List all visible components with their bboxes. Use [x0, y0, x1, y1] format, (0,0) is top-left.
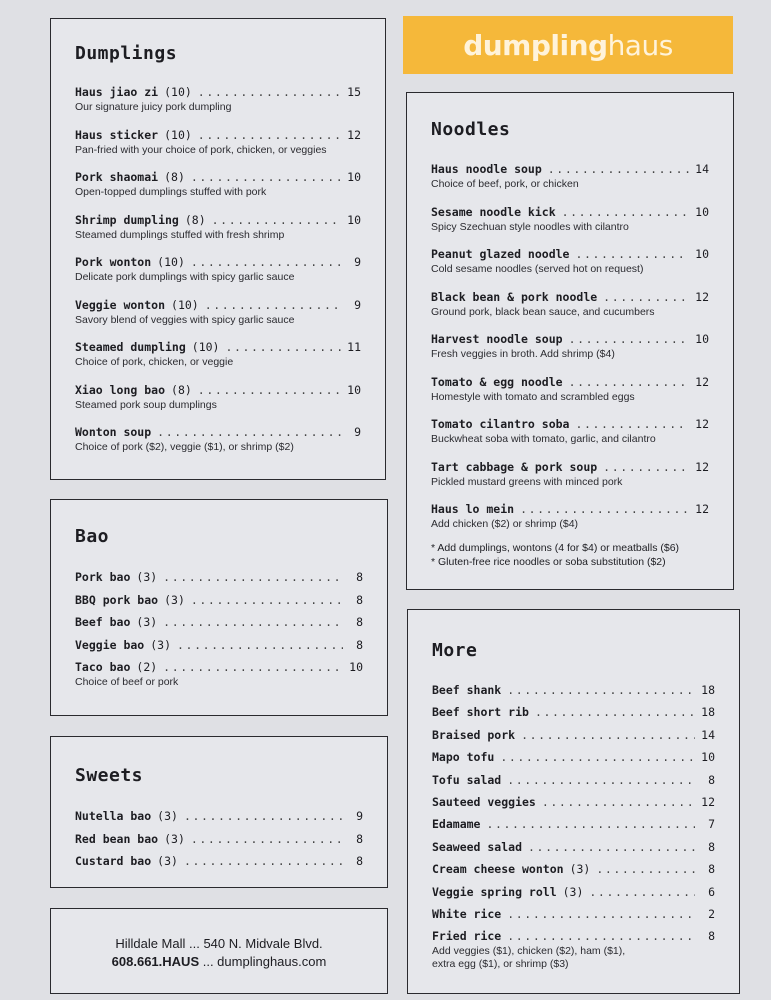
menu-item-white-rice — [432, 907, 715, 921]
item-price: 12 — [695, 289, 709, 304]
item-name: Braised pork — [432, 727, 516, 742]
item-name: Veggie spring roll — [432, 884, 557, 899]
item-quantity: (2) — [136, 660, 158, 674]
item-name: Black bean & pork noodle — [431, 289, 598, 304]
item-price: 9 — [354, 425, 361, 439]
menu-item-haus-noodle-soup — [431, 162, 709, 191]
item-price: 10 — [695, 247, 709, 261]
dot-leader — [507, 773, 695, 787]
item-description: Delicate pork dumplings with spicy garlic sauce — [75, 271, 295, 283]
item-quantity: (8) — [184, 212, 206, 227]
menu-item-black-bean-and-pork-noodle — [431, 290, 709, 319]
menu-item-seaweed-salad — [432, 840, 715, 854]
dot-leader — [191, 832, 343, 846]
item-quantity: (3) — [136, 615, 158, 629]
dot-leader — [225, 340, 341, 354]
dot-leader — [520, 502, 689, 516]
dot-leader — [521, 728, 695, 742]
dot-leader — [163, 615, 343, 629]
menu-item-wonton-soup — [75, 425, 361, 454]
menu-item-steamed-dumpling — [75, 340, 361, 369]
item-name: Haus noodle soup — [431, 162, 542, 176]
menu-item-veggie-bao — [75, 638, 363, 652]
item-name: Sauteed veggies — [432, 795, 536, 809]
item-quantity: (3) — [157, 854, 178, 868]
menu-item-pork-wonton — [75, 255, 361, 284]
item-price: 18 — [701, 683, 715, 697]
dumplings-section — [50, 18, 386, 480]
item-name: Pork bao — [75, 570, 131, 584]
item-description: Add chicken ($2) or shrimp ($4) — [431, 518, 579, 530]
item-description: Choice of pork ($2), veggie ($1), or shrimp ($2) — [75, 441, 294, 453]
dot-leader — [205, 298, 341, 312]
menu-item-fried-rice — [432, 929, 715, 971]
note-addons: * Add dumplings, wontons (4 for $4) or meatballs ($6) — [431, 542, 680, 554]
dot-leader — [157, 425, 341, 439]
item-price: 2 — [708, 907, 715, 921]
menu-item-sesame-noodle-kick — [431, 205, 709, 234]
item-description: Our signature juicy pork dumpling — [75, 101, 232, 113]
item-name: Tomato & egg noodle — [431, 374, 563, 389]
item-price: 11 — [347, 340, 361, 354]
phone-web-line — [51, 953, 387, 971]
item-price: 8 — [356, 637, 363, 652]
dumplings-title: Dumplings — [75, 43, 178, 64]
menu-item-sauteed-veggies — [432, 795, 715, 809]
menu-item-haus-sticker — [75, 128, 361, 157]
item-price: 10 — [347, 170, 361, 184]
item-name: Pork shaomai — [75, 170, 159, 184]
item-name: Custard bao — [75, 854, 152, 868]
menu-item-beef-shank — [432, 683, 715, 697]
item-name: White rice — [432, 907, 502, 921]
bao-section — [50, 499, 388, 716]
dot-leader — [198, 383, 341, 397]
dot-leader — [589, 885, 695, 899]
item-quantity: (3) — [164, 592, 185, 607]
logo-light: haus — [607, 28, 673, 62]
menu-item-xiao-long-bao — [75, 383, 361, 412]
dot-leader — [163, 660, 343, 674]
item-quantity: (10) — [164, 85, 192, 99]
menu-item-taco-bao — [75, 660, 363, 689]
dot-leader — [575, 417, 689, 431]
item-price: 10 — [701, 750, 715, 765]
item-quantity: (10) — [191, 340, 220, 354]
menu-item-harvest-noodle-soup — [431, 332, 709, 361]
noodles-notes — [431, 541, 679, 569]
item-price: 12 — [695, 417, 709, 431]
dot-leader — [562, 205, 689, 219]
item-description: Pickled mustard greens with minced pork — [431, 475, 623, 488]
item-name: Red bean bao — [75, 831, 159, 846]
dot-leader — [603, 290, 689, 304]
item-price: 14 — [701, 727, 715, 742]
item-name: Beef shank — [432, 683, 502, 697]
menu-item-bbq-pork-bao — [75, 593, 363, 607]
item-price: 8 — [356, 854, 363, 868]
dot-leader — [575, 247, 689, 261]
item-description: Pan-fried with your choice of pork, chicken, or veggies — [75, 143, 327, 156]
dot-leader — [184, 854, 343, 868]
item-price: 9 — [354, 255, 361, 269]
menu-item-custard-bao — [75, 854, 363, 868]
item-quantity: (3) — [164, 831, 185, 846]
menu-item-peanut-glazed-noodle — [431, 247, 709, 276]
item-price: 10 — [695, 204, 709, 219]
logo-bold: dumpling — [463, 28, 608, 62]
dot-leader — [542, 795, 695, 809]
item-description: Ground pork, black bean sauce, and cucumbers — [431, 305, 655, 318]
item-name: Wonton soup — [75, 425, 152, 439]
item-price: 7 — [708, 817, 715, 832]
dot-leader — [528, 840, 695, 854]
menu-item-pork-bao — [75, 570, 363, 584]
phone-number: 608.661.HAUS — [111, 954, 200, 969]
item-name: Haus jiao zi — [75, 85, 159, 99]
dot-leader — [177, 638, 343, 652]
item-name: Tomato cilantro soba — [431, 417, 570, 431]
item-name: Shrimp dumpling — [75, 212, 179, 227]
item-description: Buckwheat soba with tomato, garlic, and cilantro — [431, 433, 656, 445]
more-section — [407, 609, 740, 994]
dot-leader — [163, 570, 343, 584]
dot-leader — [198, 85, 341, 99]
item-name: Veggie bao — [75, 637, 145, 652]
menu-item-shrimp-dumpling — [75, 213, 361, 242]
item-quantity: (3) — [569, 862, 591, 877]
item-description: Choice of beef, pork, or chicken — [431, 178, 579, 190]
item-price: 10 — [347, 382, 361, 397]
item-name: Nutella bao — [75, 809, 152, 823]
menu-item-veggie-spring-roll — [432, 885, 715, 899]
menu-item-pork-shaomai — [75, 170, 361, 199]
dot-leader — [507, 683, 695, 697]
item-price: 8 — [356, 592, 363, 607]
dot-leader — [548, 162, 689, 176]
item-price: 12 — [695, 374, 709, 389]
item-name: Haus lo mein — [431, 502, 515, 516]
menu-item-edamame — [432, 817, 715, 831]
item-price: 8 — [708, 839, 715, 854]
contact-section — [50, 908, 388, 994]
website: ... dumplinghaus.com — [199, 954, 327, 969]
item-name: Cream cheese wonton — [432, 862, 564, 877]
dot-leader — [507, 929, 695, 943]
bao-title: Bao — [75, 526, 110, 547]
menu-item-braised-pork — [432, 728, 715, 742]
item-name: Pork wonton — [75, 255, 152, 269]
item-price: 8 — [356, 831, 363, 846]
item-name: Tart cabbage & pork soup — [431, 459, 598, 474]
item-description: Fresh veggies in broth. Add shrimp ($4) — [431, 348, 615, 360]
item-price: 8 — [708, 862, 715, 877]
menu-item-beef-short-rib — [432, 705, 715, 719]
item-price: 10 — [347, 212, 361, 227]
item-quantity: (10) — [164, 127, 192, 142]
item-name: Tofu salad — [432, 772, 502, 787]
item-description: Choice of beef or pork — [75, 676, 179, 688]
menu-item-red-bean-bao — [75, 832, 363, 846]
menu-item-mapo-tofu — [432, 750, 715, 764]
dot-leader — [603, 460, 689, 474]
more-title: More — [432, 640, 478, 661]
item-name: Beef short rib — [432, 705, 529, 720]
address-line: Hilldale Mall ... 540 N. Midvale Blvd. — [115, 936, 323, 951]
menu-item-beef-bao — [75, 615, 363, 629]
item-price: 10 — [695, 332, 709, 346]
item-description: Cold sesame noodles (served hot on request) — [431, 263, 644, 275]
dot-leader — [486, 817, 695, 831]
item-quantity: (3) — [562, 884, 584, 899]
item-name: Haus sticker — [75, 127, 159, 142]
item-price: 9 — [356, 809, 363, 823]
menu-item-haus-lo-mein — [431, 502, 709, 531]
dot-leader — [569, 332, 689, 346]
dot-leader — [535, 705, 695, 719]
item-name: Fried rice — [432, 929, 502, 944]
contact-info — [51, 935, 387, 971]
item-quantity: (3) — [136, 570, 158, 584]
dot-leader — [596, 862, 695, 876]
item-price: 18 — [701, 705, 715, 720]
item-name: Seaweed salad — [432, 839, 523, 854]
sweets-section — [50, 736, 388, 888]
item-description: Spicy Szechuan style noodles with cilantro — [431, 220, 629, 233]
item-price: 8 — [708, 772, 715, 787]
item-quantity: (3) — [150, 637, 172, 652]
item-price: 12 — [701, 795, 715, 809]
item-price: 12 — [347, 127, 361, 142]
item-description: Choice of pork, chicken, or veggie — [75, 356, 234, 368]
item-price: 15 — [347, 85, 361, 99]
item-price: 12 — [695, 459, 709, 474]
dot-leader — [198, 128, 341, 142]
item-quantity: (3) — [157, 809, 178, 823]
dumplinghaus-logo — [403, 16, 733, 74]
item-price: 12 — [695, 502, 709, 516]
menu-item-tart-cabbage-and-pork-soup — [431, 460, 709, 489]
menu-item-nutella-bao — [75, 809, 363, 823]
item-price: 14 — [695, 162, 709, 176]
menu-item-haus-jiao-zi — [75, 85, 361, 114]
dot-leader — [212, 213, 341, 227]
item-price: 9 — [354, 297, 361, 312]
menu-item-tomato-cilantro-soba — [431, 417, 709, 446]
item-name: Beef bao — [75, 615, 131, 629]
item-name: Veggie wonton — [75, 297, 166, 312]
menu-item-tofu-salad — [432, 773, 715, 787]
item-description: Homestyle with tomato and scrambled eggs — [431, 390, 635, 403]
item-price: 8 — [356, 570, 363, 584]
dot-leader — [569, 375, 689, 389]
dot-leader — [184, 809, 343, 823]
menu-item-veggie-wonton — [75, 298, 361, 327]
note-gluten-free: * Gluten-free rice noodles or soba substitution ($2) — [431, 556, 666, 568]
item-name: Steamed dumpling — [75, 340, 186, 354]
dot-leader — [191, 593, 343, 607]
item-price: 6 — [708, 884, 715, 899]
menu-item-tomato-and-egg-noodle — [431, 375, 709, 404]
item-description: Steamed dumplings stuffed with fresh shrimp — [75, 228, 285, 241]
item-name: Edamame — [432, 817, 481, 832]
item-price: 8 — [708, 929, 715, 944]
menu-item-cream-cheese-wonton — [432, 862, 715, 876]
item-name: BBQ pork bao — [75, 592, 159, 607]
item-description: Steamed pork soup dumplings — [75, 398, 217, 411]
item-price: 8 — [356, 615, 363, 629]
noodles-section — [406, 92, 734, 590]
item-quantity: (10) — [157, 255, 185, 269]
dot-leader — [507, 907, 695, 921]
dot-leader — [191, 170, 341, 184]
item-name: Sesame noodle kick — [431, 204, 556, 219]
item-description: Add veggies ($1), chicken ($2), ham ($1), extra egg ($1), or shrimp ($3) — [432, 945, 626, 971]
item-quantity: (10) — [171, 297, 199, 312]
sweets-title: Sweets — [75, 765, 144, 786]
item-price: 10 — [349, 660, 363, 674]
item-name: Mapo tofu — [432, 750, 495, 765]
item-description: Open-topped dumplings stuffed with pork — [75, 186, 267, 198]
item-name: Harvest noodle soup — [431, 332, 563, 346]
item-name: Taco bao — [75, 660, 131, 674]
dot-leader — [500, 750, 695, 764]
item-name: Xiao long bao — [75, 382, 166, 397]
item-description: Savory blend of veggies with spicy garlic sauce — [75, 313, 295, 326]
item-quantity: (8) — [164, 170, 185, 184]
dot-leader — [191, 255, 341, 269]
item-quantity: (8) — [171, 382, 192, 397]
noodles-title: Noodles — [431, 119, 511, 140]
item-name: Peanut glazed noodle — [431, 247, 570, 261]
